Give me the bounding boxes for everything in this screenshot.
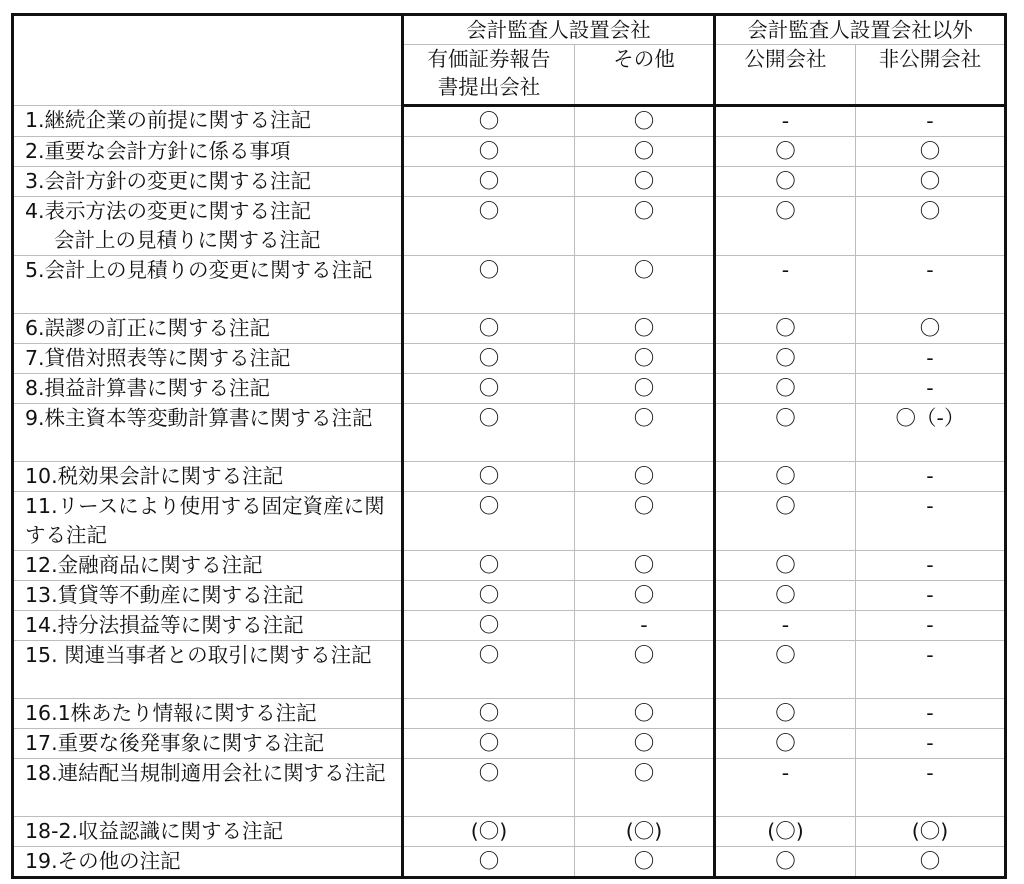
header-col-other: その他 xyxy=(575,45,715,106)
cell-securities-report: (〇) xyxy=(403,817,575,847)
cell-securities-report: 〇 xyxy=(403,404,575,462)
cell-other: 〇 xyxy=(575,759,715,817)
cell-public: 〇 xyxy=(715,404,856,462)
row-label xyxy=(13,167,403,197)
cell-non-public: 〇 xyxy=(856,314,1006,344)
cell-non-public: - xyxy=(856,492,1006,551)
row-label-text: 12.金融商品に関する注記 xyxy=(25,553,263,577)
cell-public: 〇 xyxy=(715,374,856,404)
cell-non-public: - xyxy=(856,551,1006,581)
cell-other: 〇 xyxy=(575,462,715,492)
row-label-text: 18.連結配当規制適用会社に関する注記 xyxy=(25,761,386,785)
cell-non-public: - xyxy=(856,759,1006,817)
cell-public: 〇 xyxy=(715,641,856,699)
row-label-text: 19.その他の注記 xyxy=(25,849,181,873)
cell-other: - xyxy=(575,611,715,641)
table-row xyxy=(13,847,1006,878)
cell-public: - xyxy=(715,106,856,137)
cell-other: 〇 xyxy=(575,581,715,611)
row-label xyxy=(13,197,403,256)
cell-other: 〇 xyxy=(575,551,715,581)
cell-securities-report: 〇 xyxy=(403,374,575,404)
table-row xyxy=(13,256,1006,314)
row-label-text: 2.重要な会計方針に係る事項 xyxy=(25,139,291,163)
cell-public: 〇 xyxy=(715,314,856,344)
cell-other: 〇 xyxy=(575,492,715,551)
row-label-text: 18-2.収益認識に関する注記 xyxy=(25,819,284,843)
cell-non-public: 〇 xyxy=(856,137,1006,167)
row-label-text: 3.会計方針の変更に関する注記 xyxy=(25,169,312,193)
row-label xyxy=(13,729,403,759)
row-label-text: 16.1株あたり情報に関する注記 xyxy=(25,701,317,725)
table-row xyxy=(13,492,1006,551)
row-label-text: 5.会計上の見積りの変更に関する注記 xyxy=(25,258,373,282)
cell-public: 〇 xyxy=(715,847,856,878)
cell-public: - xyxy=(715,759,856,817)
cell-securities-report: 〇 xyxy=(403,197,575,256)
table-body xyxy=(13,106,1006,878)
row-label-text: 4.表示方法の変更に関する注記 xyxy=(25,199,312,223)
header-row-groups xyxy=(13,15,1006,45)
row-label-text: 17.重要な後発事象に関する注記 xyxy=(25,731,325,755)
row-label-text: 1.継続企業の前提に関する注記 xyxy=(25,108,312,132)
cell-securities-report: 〇 xyxy=(403,729,575,759)
table-row xyxy=(13,551,1006,581)
table-row xyxy=(13,729,1006,759)
table-row xyxy=(13,611,1006,641)
cell-public: 〇 xyxy=(715,699,856,729)
cell-non-public: - xyxy=(856,462,1006,492)
table-row xyxy=(13,106,1006,137)
cell-public: 〇 xyxy=(715,729,856,759)
row-label-text: 8.損益計算書に関する注記 xyxy=(25,376,271,400)
cell-non-public: - xyxy=(856,581,1006,611)
cell-securities-report: 〇 xyxy=(403,314,575,344)
cell-public: 〇 xyxy=(715,197,856,256)
cell-public: 〇 xyxy=(715,492,856,551)
cell-other: 〇 xyxy=(575,847,715,878)
cell-non-public: - xyxy=(856,729,1006,759)
cell-other: 〇 xyxy=(575,167,715,197)
cell-securities-report: 〇 xyxy=(403,759,575,817)
cell-non-public: - xyxy=(856,374,1006,404)
cell-public: - xyxy=(715,256,856,314)
cell-securities-report: 〇 xyxy=(403,581,575,611)
cell-securities-report: 〇 xyxy=(403,847,575,878)
cell-public: - xyxy=(715,611,856,641)
table-row xyxy=(13,699,1006,729)
cell-non-public: - xyxy=(856,611,1006,641)
cell-non-public: 〇 xyxy=(856,167,1006,197)
cell-public: 〇 xyxy=(715,167,856,197)
cell-securities-report: 〇 xyxy=(403,137,575,167)
cell-non-public: (〇) xyxy=(856,817,1006,847)
row-label xyxy=(13,374,403,404)
table-row xyxy=(13,581,1006,611)
table-row xyxy=(13,759,1006,817)
cell-other: 〇 xyxy=(575,137,715,167)
row-label xyxy=(13,551,403,581)
header-group-non-auditor: 会計監査人設置会社以外 xyxy=(715,15,1006,45)
cell-other: 〇 xyxy=(575,374,715,404)
row-label xyxy=(13,256,403,314)
row-label-text: 6.誤謬の訂正に関する注記 xyxy=(25,316,271,340)
notes-requirement-table xyxy=(11,13,1007,879)
table-row xyxy=(13,641,1006,699)
table-row xyxy=(13,344,1006,374)
row-label xyxy=(13,106,403,137)
row-label-text: 15. 関連当事者との取引に関する注記 xyxy=(25,643,372,667)
cell-other: 〇 xyxy=(575,106,715,137)
cell-other: 〇 xyxy=(575,197,715,256)
row-label-text: 9.株主資本等変動計算書に関する注記 xyxy=(25,406,373,430)
cell-other: 〇 xyxy=(575,699,715,729)
notes-requirement-table-container xyxy=(11,13,1007,879)
cell-securities-report: 〇 xyxy=(403,344,575,374)
cell-securities-report: 〇 xyxy=(403,492,575,551)
cell-other: 〇 xyxy=(575,729,715,759)
table-row xyxy=(13,817,1006,847)
cell-public: (〇) xyxy=(715,817,856,847)
cell-securities-report: 〇 xyxy=(403,551,575,581)
row-label xyxy=(13,699,403,729)
cell-other: 〇 xyxy=(575,404,715,462)
row-label-text: 10.税効果会計に関する注記 xyxy=(25,464,284,488)
row-label xyxy=(13,817,403,847)
row-label xyxy=(13,492,403,551)
header-empty-cell xyxy=(13,15,403,106)
cell-public: 〇 xyxy=(715,137,856,167)
table-row xyxy=(13,462,1006,492)
cell-non-public: - xyxy=(856,344,1006,374)
header-col-securities-report: 有価証券報告書提出会社 xyxy=(403,45,575,106)
cell-public: 〇 xyxy=(715,462,856,492)
table-row xyxy=(13,197,1006,256)
cell-non-public: - xyxy=(856,641,1006,699)
row-label-text: 7.貸借対照表等に関する注記 xyxy=(25,346,291,370)
cell-non-public: - xyxy=(856,699,1006,729)
row-label xyxy=(13,759,403,817)
cell-non-public: 〇 xyxy=(856,847,1006,878)
cell-securities-report: 〇 xyxy=(403,167,575,197)
row-label xyxy=(13,314,403,344)
cell-other: (〇) xyxy=(575,817,715,847)
row-label xyxy=(13,137,403,167)
cell-securities-report: 〇 xyxy=(403,699,575,729)
row-label-text: 14.持分法損益等に関する注記 xyxy=(25,613,304,637)
table-row xyxy=(13,167,1006,197)
row-label xyxy=(13,611,403,641)
cell-other: 〇 xyxy=(575,256,715,314)
cell-public: 〇 xyxy=(715,344,856,374)
row-label-text: 13.賃貸等不動産に関する注記 xyxy=(25,583,304,607)
table-row xyxy=(13,314,1006,344)
row-label-text: 11.リースにより使用する固定資産に関する注記 xyxy=(25,494,385,547)
cell-securities-report: 〇 xyxy=(403,611,575,641)
row-label xyxy=(13,581,403,611)
cell-non-public: 〇（-） xyxy=(856,404,1006,462)
header-group-auditor: 会計監査人設置会社 xyxy=(403,15,715,45)
row-label xyxy=(13,462,403,492)
cell-securities-report: 〇 xyxy=(403,641,575,699)
cell-other: 〇 xyxy=(575,314,715,344)
cell-securities-report: 〇 xyxy=(403,256,575,314)
cell-other: 〇 xyxy=(575,641,715,699)
header-col-public: 公開会社 xyxy=(715,45,856,106)
cell-non-public: - xyxy=(856,106,1006,137)
cell-public: 〇 xyxy=(715,581,856,611)
table-row xyxy=(13,374,1006,404)
cell-public: 〇 xyxy=(715,551,856,581)
cell-non-public: 〇 xyxy=(856,197,1006,256)
row-label xyxy=(13,641,403,699)
cell-securities-report: 〇 xyxy=(403,462,575,492)
row-label xyxy=(13,344,403,374)
row-label-text-line2: 会計上の見積りに関する注記 xyxy=(54,228,321,252)
table-row xyxy=(13,404,1006,462)
cell-other: 〇 xyxy=(575,344,715,374)
row-label xyxy=(13,847,403,878)
header-col-non-public: 非公開会社 xyxy=(856,45,1006,106)
row-label xyxy=(13,404,403,462)
cell-securities-report: 〇 xyxy=(403,106,575,137)
cell-non-public: - xyxy=(856,256,1006,314)
table-row xyxy=(13,137,1006,167)
